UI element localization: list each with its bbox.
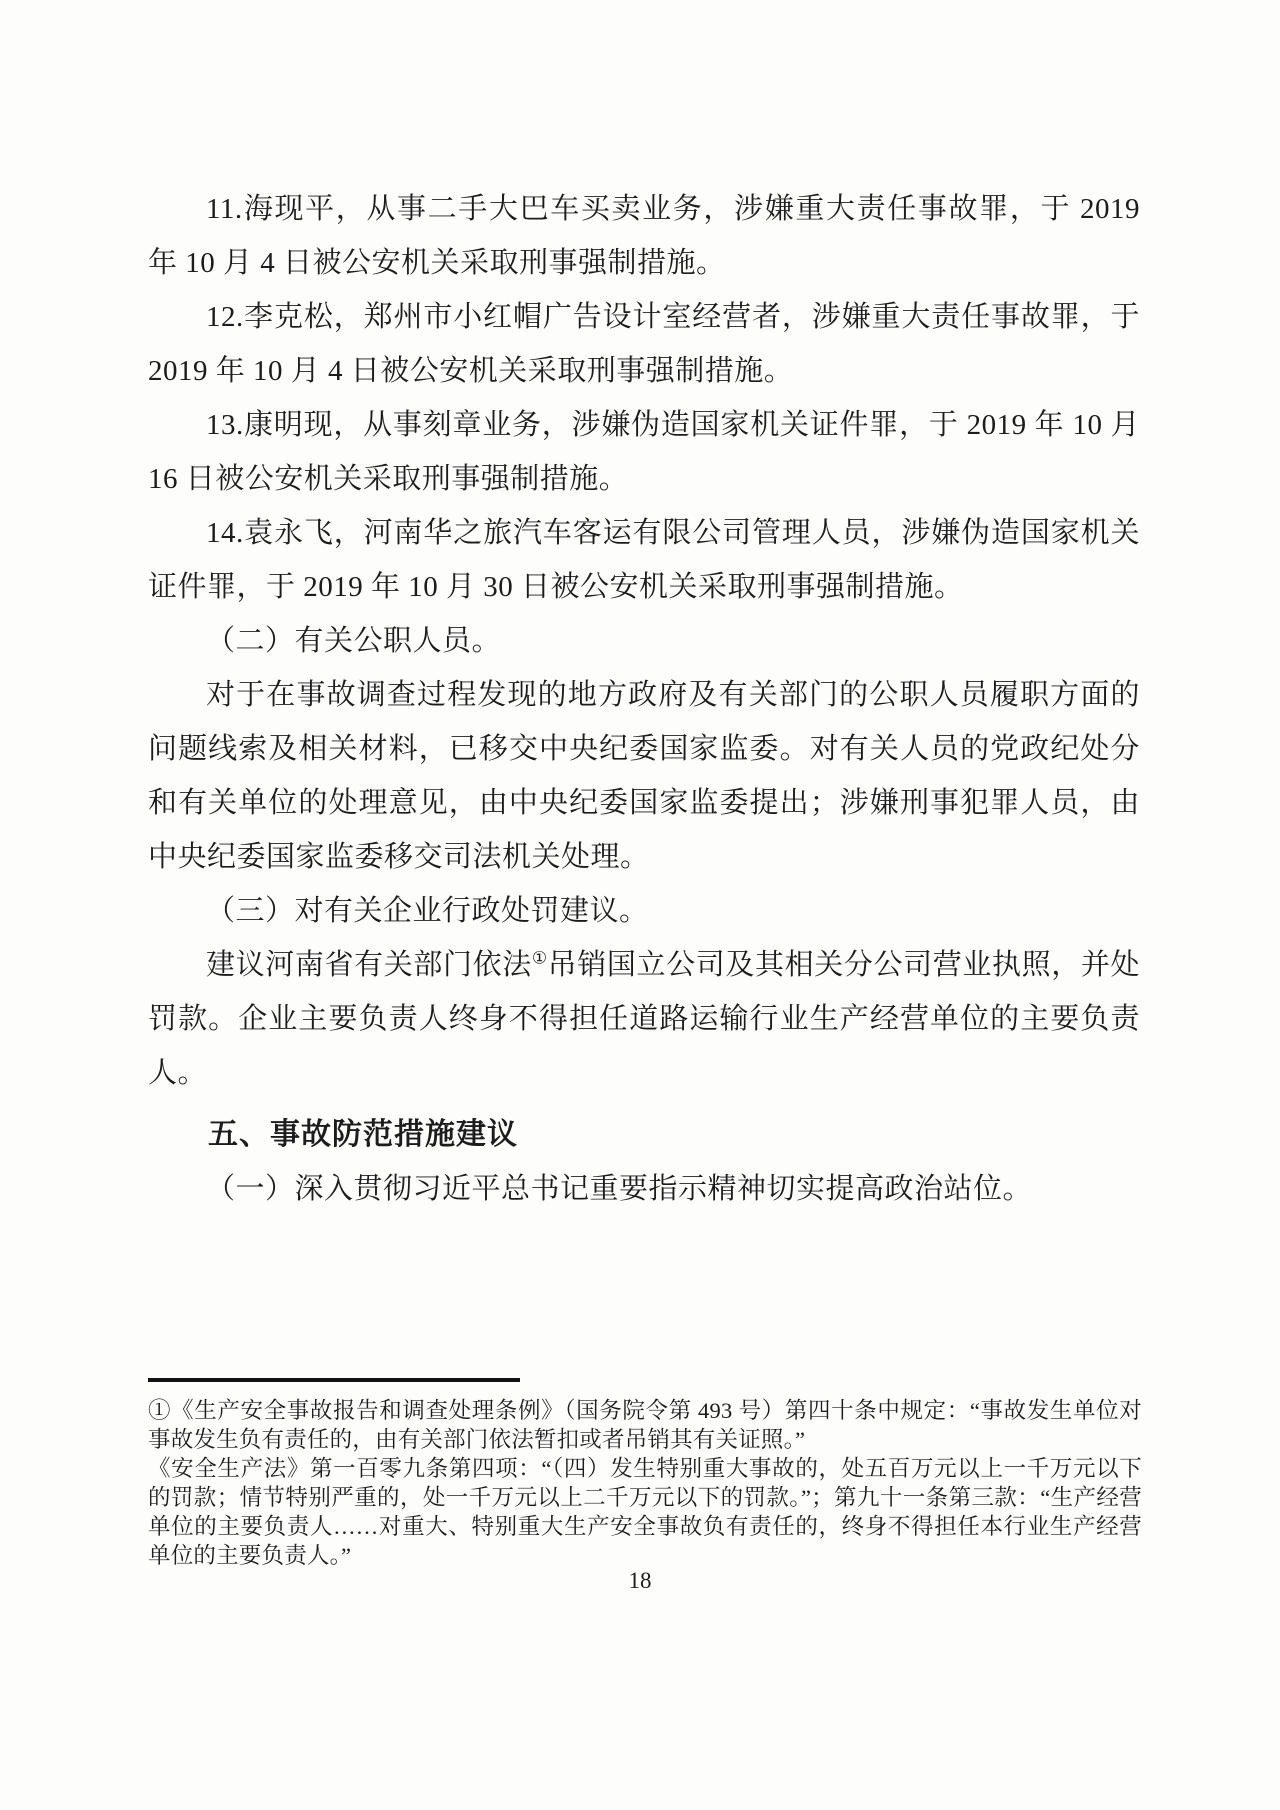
subheading-public-officials: （二）有关公职人员。 [206,625,502,657]
footnote-1-regulation: ①《生产安全事故报告和调查处理条例》（国务院令第 493 号）第四十条中规定：“事故发生单位对事故发生负有责任的，由有关部门依法暂扣或者吊销其有关证照。” [148,1398,1142,1452]
document-body [148,182,1140,1216]
footnote-reference-1: ① [531,948,548,968]
footnote-1-safety-law: 《安全生产法》第一百零九条第四项：“（四）发生特别重大事故的，处五百万元以上一千万元以下的罚款；情节特别严重的，处一千万元以上二千万元以下的罚款。”；第九十一条第三款：“生产经营单位的主要负责人……对重大、特别重大生产安全事故负有责任的，终身不得担任本行业生产经营单位的主要负责人。” [148,1456,1142,1568]
section-heading-prevention: 五、事故防范措施建议 [208,1118,518,1151]
subheading-admin-penalty: （三）对有关企业行政处罚建议。 [206,895,649,927]
paragraph-item-11: 11.海现平，从事二手大巴车买卖业务，涉嫌重大责任事故罪，于 2019 年 10 月 4 日被公安机关采取刑事强制措施。 [148,193,1140,279]
footnote-area [148,1378,1142,1570]
paragraph-item-14: 14.袁永飞，河南华之旅汽车客运有限公司管理人员，涉嫌伪造国家机关证件罪，于 2019 年 10 月 30 日被公安机关采取刑事强制措施。 [148,517,1140,603]
penalty-text-before: 建议河南省有关部门依法 [206,949,532,981]
paragraph-item-13: 13.康明现，从事刻章业务，涉嫌伪造国家机关证件罪，于 2019 年 10 月 16 日被公安机关采取刑事强制措施。 [148,409,1140,495]
paragraph-admin-penalty [148,938,1140,1100]
page-number: 18 [628,1568,652,1593]
penalty-text-after: 吊销国立公司及其相关分公司营业执照，并处罚款。企业主要负责人终身不得担任道路运输行业生产经营单位的主要负责人。 [148,949,1140,1089]
paragraph-public-officials: 对于在事故调查过程发现的地方政府及有关部门的公职人员履职方面的问题线索及相关材料，已移交中央纪委国家监委。对有关人员的党政纪处分和有关单位的处理意见，由中央纪委国家监委提出；涉嫌刑事犯罪人员，由中央纪委国家监委移交司法机关处理。 [148,679,1140,873]
paragraph-item-12: 12.李克松，郑州市小红帽广告设计室经营者，涉嫌重大责任事故罪，于 2019 年 10 月 4 日被公安机关采取刑事强制措施。 [148,301,1140,387]
footnote-separator-rule [148,1378,520,1382]
paragraph-prevention-item-1: （一）深入贯彻习近平总书记重要指示精神切实提高政治站位。 [206,1173,1033,1205]
